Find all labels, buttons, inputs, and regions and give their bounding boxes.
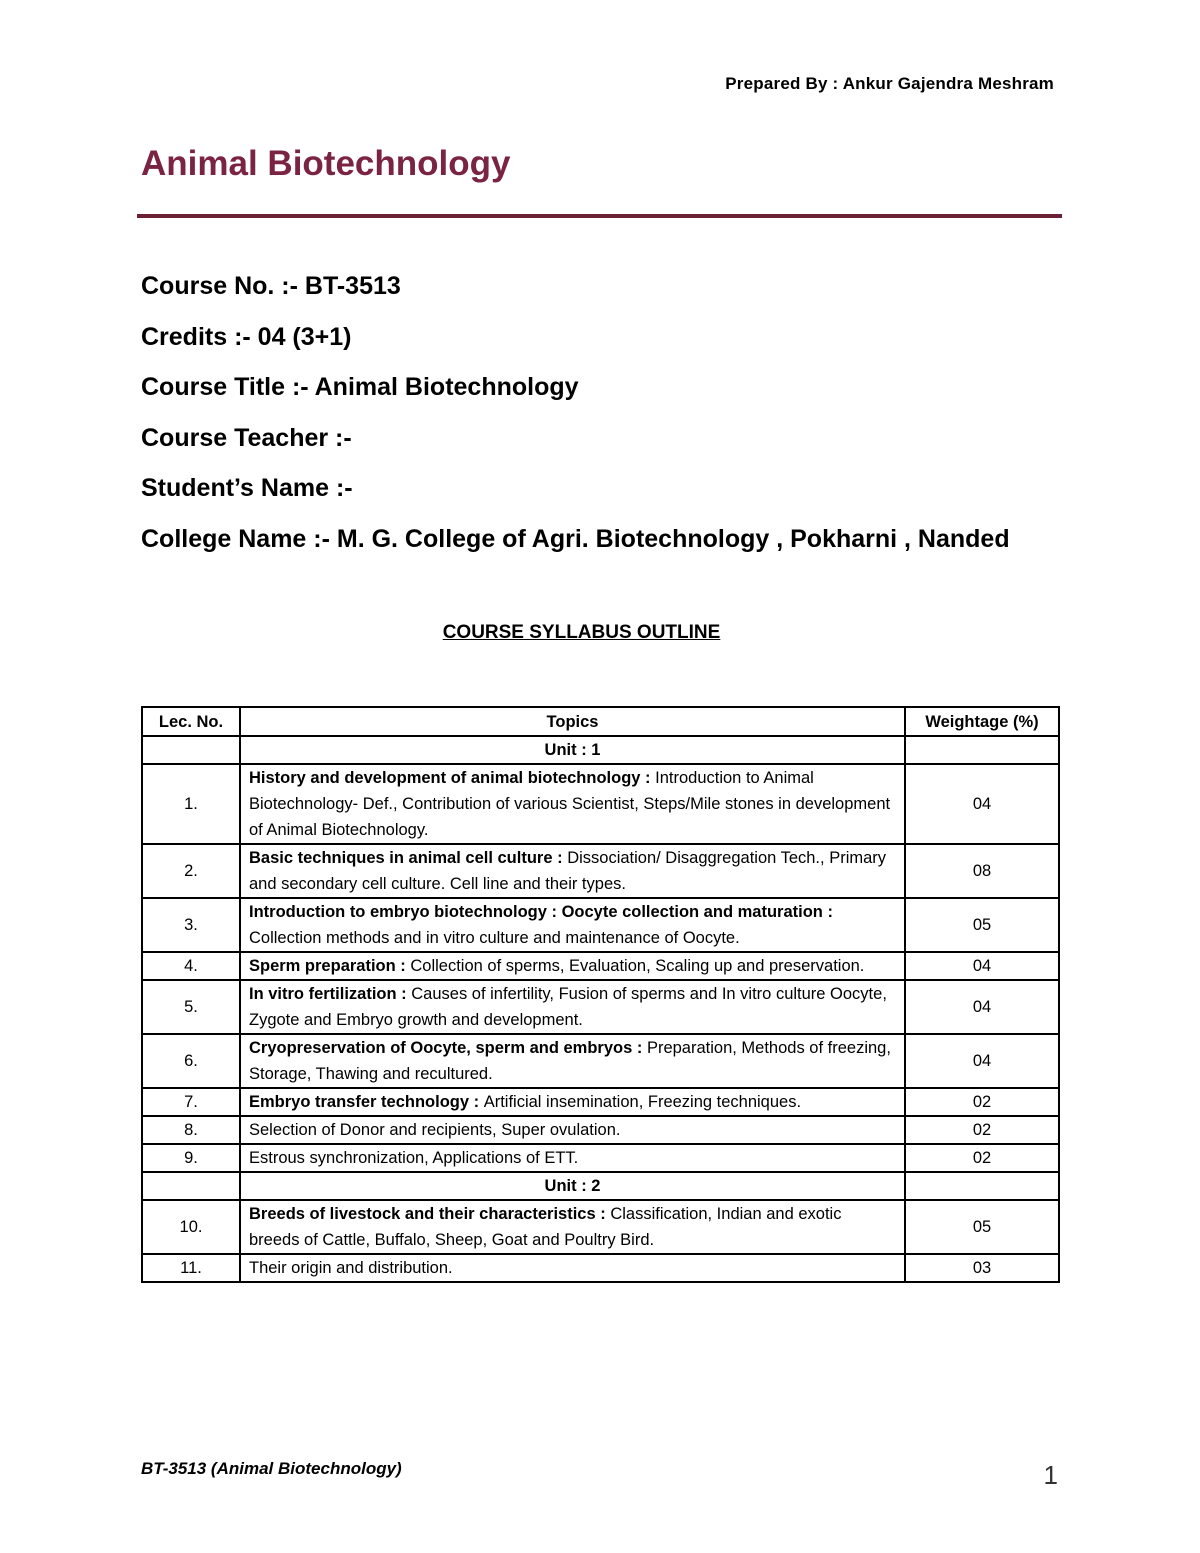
- topic-heading: In vitro fertilization :: [249, 985, 412, 1003]
- lec-no: 6.: [142, 1034, 240, 1088]
- lec-no: 10.: [142, 1200, 240, 1254]
- prepared-by: Prepared By : Ankur Gajendra Meshram: [725, 74, 1054, 93]
- unit-row: [142, 736, 1059, 764]
- unit-label: Unit : 2: [240, 1172, 905, 1200]
- title-divider: [137, 214, 1062, 218]
- topic-heading: Introduction to embryo biotechnology : Oocyte collection and maturation :: [249, 903, 833, 921]
- topic-cell: [240, 1116, 905, 1144]
- topic-text: Selection of Donor and recipients, Super ovulation.: [249, 1121, 621, 1139]
- topic-text: Estrous synchronization, Applications of ETT.: [249, 1149, 579, 1167]
- page-number: 1: [1043, 1460, 1058, 1490]
- weightage: 03: [905, 1254, 1059, 1282]
- topic-text: Artificial insemination, Freezing techniques.: [483, 1093, 802, 1111]
- table-row: [142, 898, 1059, 952]
- table-row: [142, 980, 1059, 1034]
- weightage: 04: [905, 952, 1059, 980]
- weightage: 02: [905, 1088, 1059, 1116]
- course-teacher: Course Teacher :-: [141, 423, 352, 452]
- lec-no: 2.: [142, 844, 240, 898]
- topic-cell: [240, 980, 905, 1034]
- table-row: [142, 844, 1059, 898]
- table-row: [142, 1088, 1059, 1116]
- credits: Credits :- 04 (3+1): [141, 322, 352, 351]
- topic-cell: [240, 1088, 905, 1116]
- weightage: 04: [905, 980, 1059, 1034]
- topic-text: Their origin and distribution.: [249, 1259, 453, 1277]
- topic-text: Causes of infertility, Fusion of sperms and In vitro culture Oocyte, Zygote and Embryo growth and development.: [249, 985, 887, 1029]
- weightage: 04: [905, 1034, 1059, 1088]
- weightage: 02: [905, 1144, 1059, 1172]
- course-number: Course No. :- BT-3513: [141, 272, 401, 300]
- table-row: [142, 1144, 1059, 1172]
- lec-no: 3.: [142, 898, 240, 952]
- topic-heading: Embryo transfer technology :: [249, 1093, 484, 1111]
- topic-text: Dissociation/ Disaggregation Tech., Primary and secondary cell culture. Cell line and their types.: [249, 849, 887, 893]
- lec-no: 11.: [142, 1254, 240, 1282]
- topic-heading: Sperm preparation :: [249, 957, 411, 975]
- weightage: 05: [905, 898, 1059, 952]
- footer-course: BT-3513 (Animal Biotechnology): [141, 1459, 402, 1478]
- topic-text: Classification, Indian and exotic breeds of Cattle, Buffalo, Sheep, Goat and Poultry Bird.: [249, 1205, 842, 1249]
- table-header-row: [142, 707, 1059, 736]
- topic-cell: [240, 1254, 905, 1282]
- weightage: 05: [905, 1200, 1059, 1254]
- syllabus-outline-heading: COURSE SYLLABUS OUTLINE: [442, 622, 721, 643]
- unit-label: Unit : 1: [240, 736, 905, 764]
- unit-row: [142, 1172, 1059, 1200]
- syllabus-table: [141, 706, 1060, 1283]
- topic-cell: [240, 764, 905, 844]
- lec-no: 5.: [142, 980, 240, 1034]
- topic-heading: Breeds of livestock and their characteristics :: [249, 1205, 611, 1223]
- document-title: Animal Biotechnology: [141, 144, 511, 183]
- lec-no: 7.: [142, 1088, 240, 1116]
- college-name: College Name :- M. G. College of Agri. Biotechnology , Pokharni , Nanded: [141, 524, 1010, 553]
- topic-cell: [240, 952, 905, 980]
- weightage: 08: [905, 844, 1059, 898]
- lec-no: 9.: [142, 1144, 240, 1172]
- weightage: 02: [905, 1116, 1059, 1144]
- header-topics: Topics: [240, 707, 905, 736]
- topic-text: Preparation, Methods of freezing, Storage, Thawing and recultured.: [249, 1039, 891, 1083]
- lec-no: 4.: [142, 952, 240, 980]
- topic-text: Collection methods and in vitro culture and maintenance of Oocyte.: [249, 929, 740, 947]
- topic-cell: [240, 1034, 905, 1088]
- topic-cell: [240, 844, 905, 898]
- lec-no: 1.: [142, 764, 240, 844]
- student-name: Student’s Name :-: [141, 474, 353, 502]
- topic-heading: Cryopreservation of Oocyte, sperm and embryos :: [249, 1039, 647, 1057]
- table-row: [142, 952, 1059, 980]
- topic-text: Collection of sperms, Evaluation, Scaling up and preservation.: [410, 957, 865, 975]
- table-row: [142, 1034, 1059, 1088]
- topic-cell: [240, 1200, 905, 1254]
- course-title: Course Title :- Animal Biotechnology: [141, 373, 579, 401]
- lec-no: 8.: [142, 1116, 240, 1144]
- table-row: [142, 1116, 1059, 1144]
- table-row: [142, 764, 1059, 844]
- topic-heading: Basic techniques in animal cell culture :: [249, 849, 568, 867]
- topic-heading: History and development of animal biotechnology :: [249, 769, 656, 787]
- course-info: [141, 268, 1010, 571]
- table-row: [142, 1254, 1059, 1282]
- header-weightage: Weightage (%): [905, 707, 1059, 736]
- table-row: [142, 1200, 1059, 1254]
- topic-cell: [240, 898, 905, 952]
- weightage: 04: [905, 764, 1059, 844]
- topic-text: Introduction to Animal Biotechnology- Def., Contribution of various Scientist, Steps/Mile stones in development of Animal Biotechnology.: [249, 769, 891, 839]
- header-lec-no: Lec. No.: [142, 707, 240, 736]
- topic-cell: [240, 1144, 905, 1172]
